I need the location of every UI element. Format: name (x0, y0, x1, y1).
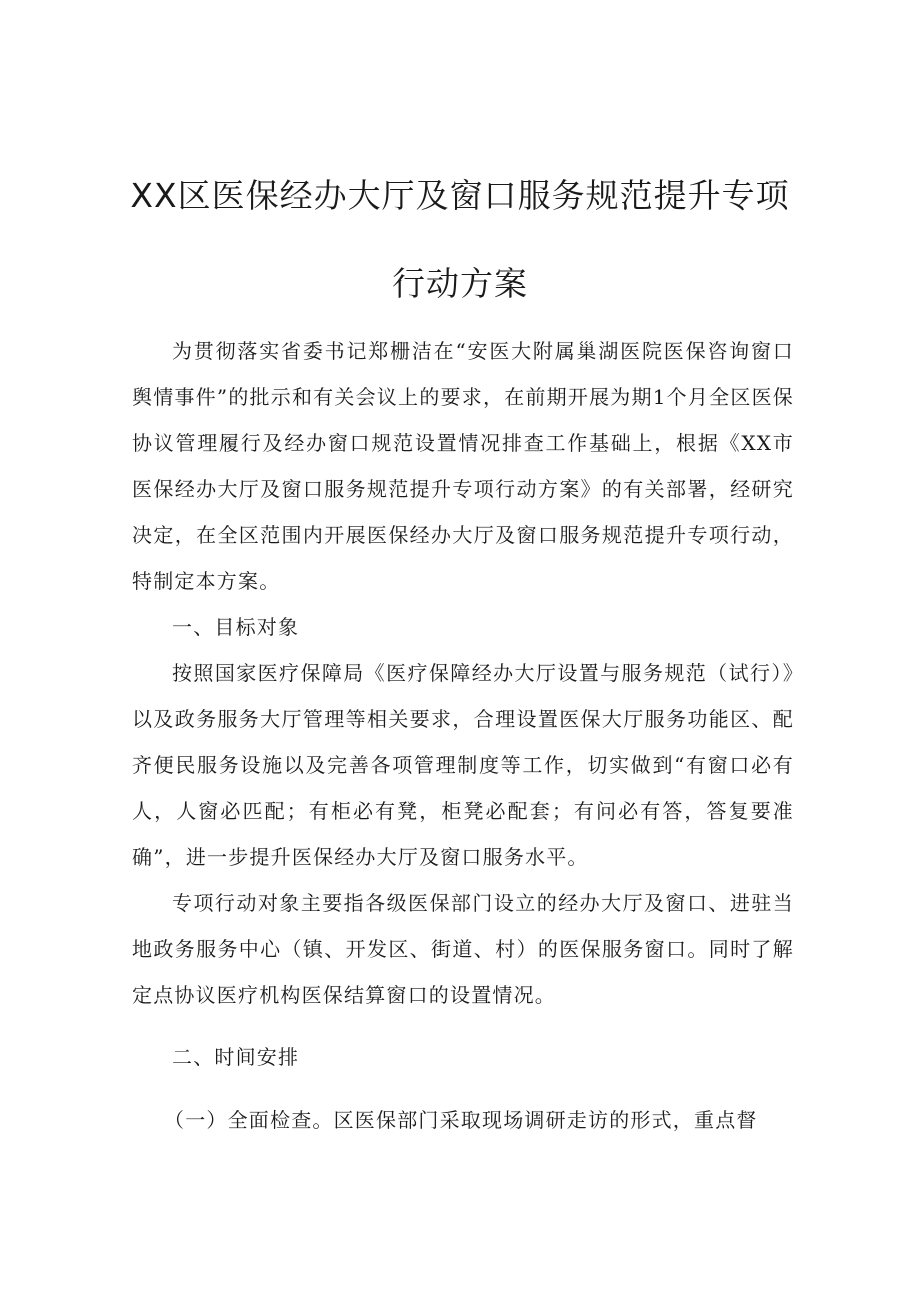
document-title-line1: XX区医保经办大厅及窗口服务规范提升专项 (130, 176, 790, 215)
section1-para2-block (132, 880, 794, 1018)
document-title-line2: 行动方案 (392, 264, 528, 303)
section1-paragraph-1: 按照国家医疗保障局《医疗保障经办大厅设置与服务规范（试行）》以及政务服务大厅管理等相关要求，合理设置医保大厅服务功能区、配齐便民服务设施以及完善各项管理制度等工作，切实做到“有窗口必有人，人窗必匹配；有柜必有凳，柜凳必配套；有问必有答，答复要准确”，进一步提升医保经办大厅及窗口服务水平。 (132, 661, 794, 869)
section1-heading-block (132, 604, 794, 650)
section1-para1-block (132, 650, 794, 880)
intro-paragraph: 为贯彻落实省委书记郑栅洁在“安医大附属巢湖医院医保咨询窗口舆情事件”的批示和有关会议上的要求，在前期开展为期1个月全区医保协议管理履行及经办窗口规范设置情况排查工作基础上，根据《XX市医保经办大厅及窗口服务规范提升专项行动方案》的有关部署，经研究决定，在全区范围内开展医保经办大厅及窗口服务规范提升专项行动，特制定本方案。 (132, 339, 794, 593)
intro-block (132, 328, 794, 604)
section2-heading-block (132, 1034, 794, 1080)
section2-heading: 二、时间安排 (172, 1045, 300, 1069)
section2-item1-block (132, 1097, 794, 1143)
section1-paragraph-2: 专项行动对象主要指各级医保部门设立的经办大厅及窗口、进驻当地政务服务中心（镇、开发区、街道、村）的医保服务窗口。同时了解定点协议医疗机构医保结算窗口的设置情况。 (132, 891, 794, 1007)
section1-heading: 一、目标对象 (172, 615, 300, 639)
section2-item-1: （一）全面检查。区医保部门采取现场调研走访的形式，重点督 (164, 1108, 758, 1132)
